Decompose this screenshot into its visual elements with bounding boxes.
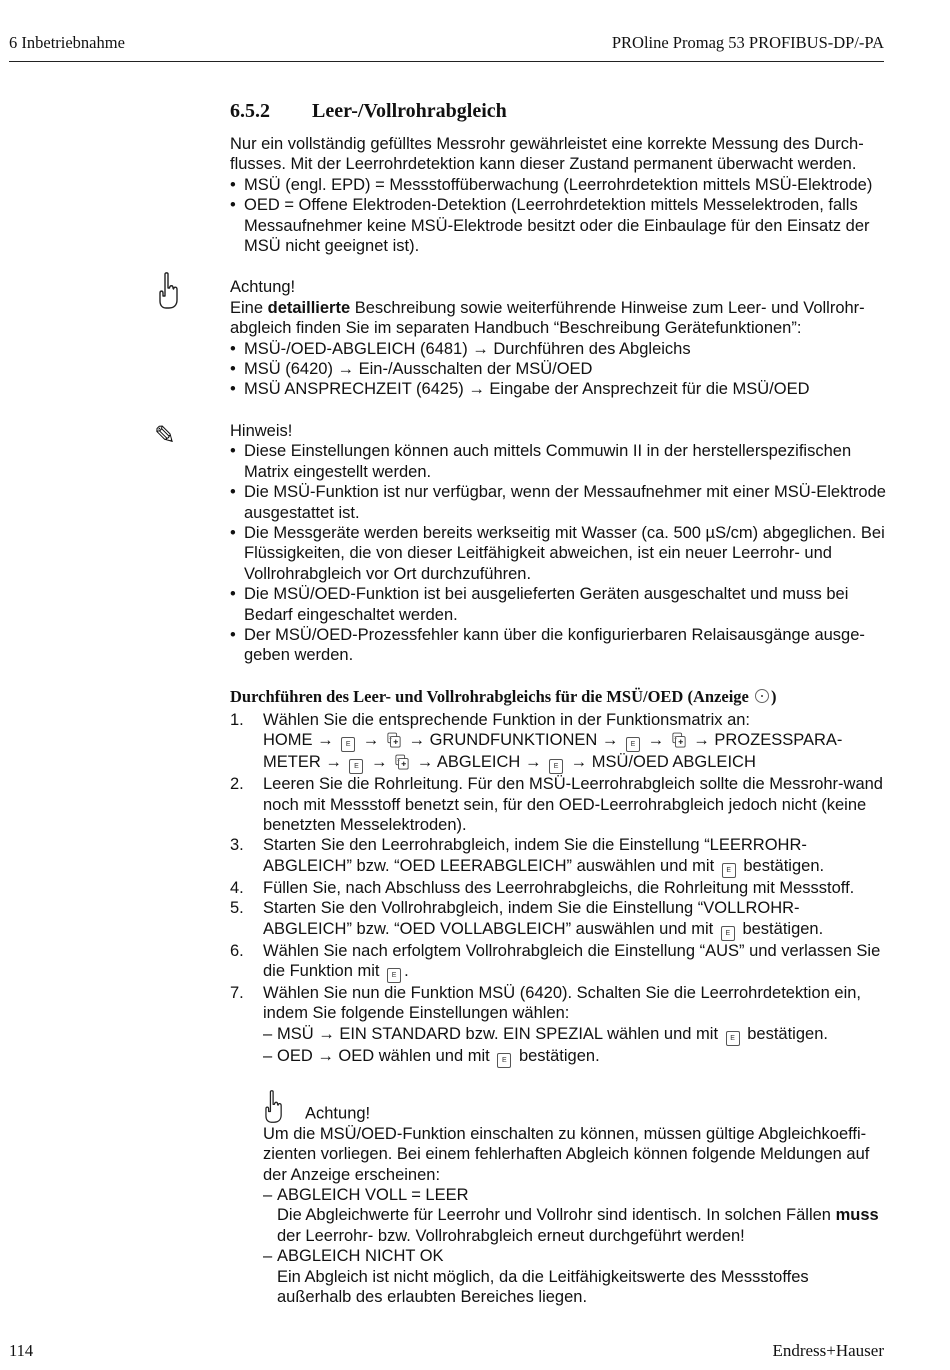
note-bullet-1: • Diese Einstellungen können auch mittels Commuwin II in der herstellerspezifischen Matrix eingestellt werden. — [230, 441, 886, 482]
enter-key-icon: E — [387, 968, 401, 983]
caution-bullet-2: • MSÜ (6420) → Ein-/Ausschalten der MSÜ/OED — [230, 359, 886, 379]
step-6: 6. Wählen Sie nach erfolgtem Vollrohrabgleich die Einstellung “AUS” und verlassen Sie die Funktion mit E . — [230, 941, 886, 983]
plus-key-icon — [395, 754, 409, 770]
brand-name: Endress+Hauser — [772, 1341, 884, 1360]
menu-path: HOME → E → → GRUNDFUNKTIONEN → E → → PROZESSPARA- METER → E → → ABGLEICH → E → MSÜ/OED ABGLEICH — [263, 730, 886, 774]
step-3: 3. Starten Sie den Leerrohrabgleich, indem Sie die Einstellung “LEERROHR-ABGLEICH” bzw. “OED LEERABGLEICH” auswählen und mit E bestätigen. — [230, 835, 886, 877]
caution-text: Eine detaillierte Beschreibung sowie weiterführende Hinweise zum Leer- und Vollrohr-abgleich finden Sie im separaten Handbuch “Beschreibung Gerätefunktionen”: — [230, 298, 865, 338]
pencil-icon: ✎ — [154, 420, 176, 450]
pointing-hand-icon — [157, 272, 181, 310]
note-bullet-3: • Die Messgeräte werden bereits werkseitig mit Wasser (ca. 500 µS/cm) abgeglichen. Bei Flüssigkeiten, die von dieser Leitfähigkeit abweichen, ist ein neuer Leerrohr- und Vollrohrabgleich vor Ort durchzuführen. — [230, 523, 886, 584]
intro-bullet-2: • OED = Offene Elektroden-Detektion (Leerrohrdetektion mittels Messelektroden, falls Messaufnehmer keine MSÜ-Elektrode besitzt oder die Einbaulage für den Einsatz der MSÜ nicht geeignet ist). — [230, 195, 886, 256]
message-2-title: – ABGLEICH NICHT OK — [263, 1246, 886, 1266]
plus-key-icon — [672, 732, 686, 748]
note-bullet-5: • Der MSÜ/OED-Prozessfehler kann über die konfigurierbaren Relaisausgänge ausge-geben werden. — [230, 625, 886, 666]
step-7: 7. Wählen Sie nun die Funktion MSÜ (6420). Schalten Sie die Leerrohrdetektion ein, indem Sie folgende Einstellungen wählen: – MSÜ → EIN STANDARD bzw. EIN SPEZIAL wählen und mit E bestätigen. – OED → OED wählen und mit E bestätigen. — [230, 983, 886, 1068]
product-title: PROline Promag 53 PROFIBUS-DP/-PA — [611, 33, 884, 52]
step-5: 5. Starten Sie den Vollrohrabgleich, indem Sie die Einstellung “VOLLROHR-ABGLEICH” bzw. “OED VOLLABGLEICH” auswählen und mit E bestätigen. — [230, 898, 886, 940]
step-7-sub-2: – OED → OED wählen und mit E bestätigen. — [263, 1046, 886, 1068]
enter-key-icon: E — [549, 759, 563, 774]
caution-2-text: Um die MSÜ/OED-Funktion einschalten zu können, müssen gültige Abgleichkoeffi-zienten vorliegen. Bei einem fehlerhaften Abgleich können folgende Meldungen auf der Anzeige erscheinen: — [263, 1124, 870, 1184]
note-bullet-4: • Die MSÜ/OED-Funktion ist bei ausgelieferten Geräten ausgeschaltet und muss bei Bedarf eingeschaltet werden. — [230, 584, 886, 625]
section-title: Leer-/Vollrohrabgleich — [312, 100, 507, 122]
plus-key-icon — [387, 732, 401, 748]
step-1: 1. Wählen Sie die entsprechende Funktion in der Funktionsmatrix an: HOME → E → → GRUNDFUNKTIONEN → E → → PROZESSPARA- METER → E → → ABGLEICH → E → MSÜ/OED ABGLEICH — [230, 710, 886, 774]
display-icon — [755, 689, 769, 703]
enter-key-icon: E — [349, 759, 363, 774]
enter-key-icon: E — [497, 1053, 511, 1068]
message-1-text: Die Abgleichwerte für Leerrohr und Vollrohr sind identisch. In solchen Fällen muss der Leerrohr- bzw. Vollrohrabgleich erneut durchgeführt werden! — [277, 1206, 879, 1245]
enter-key-icon: E — [626, 737, 640, 752]
message-2-text: Ein Abgleich ist nicht möglich, da die Leitfähigkeitswerte des Messstoffes außerhalb des erlaubten Bereiches liegen. — [277, 1267, 809, 1307]
section-heading — [230, 99, 886, 123]
caution-box-2 — [230, 1090, 886, 1308]
page-number: 114 — [9, 1341, 34, 1360]
section-number: 6.5.2 — [230, 100, 270, 122]
procedure-heading: Durchführen des Leer- und Vollrohrabgleichs für die MSÜ/OED (Anzeige ) — [230, 686, 777, 706]
caution-title: Achtung! — [230, 278, 296, 297]
main-content — [230, 99, 886, 1307]
note-title: Hinweis! — [230, 421, 293, 440]
enter-key-icon: E — [722, 863, 736, 878]
step-2: 2. Leeren Sie die Rohrleitung. Für den MSÜ-Leerrohrabgleich sollte die Messrohr-wand noch mit Messstoff benetzt sein, für den OED-Leerrohrabgleich jedoch nicht (keine benetzten Messelektroden). — [230, 775, 883, 834]
pointing-hand-icon — [263, 1090, 285, 1124]
note-bullet-2: • Die MSÜ-Funktion ist nur verfügbar, wenn der Messaufnehmer mit einer MSÜ-Elektrode ausgestattet ist. — [230, 482, 886, 523]
page-header — [9, 31, 884, 62]
enter-key-icon: E — [341, 737, 355, 752]
enter-key-icon: E — [726, 1031, 740, 1046]
intro-text: Nur ein vollständig gefülltes Messrohr gewährleistet eine korrekte Messung des Durch-flusses. Mit der Leerrohrdetektion kann dieser Zustand permanent überwacht werden. — [230, 135, 864, 174]
step-7-sub-1: – MSÜ → EIN STANDARD bzw. EIN SPEZIAL wählen und mit E bestätigen. — [263, 1024, 886, 1046]
step-4: 4. Füllen Sie, nach Abschluss des Leerrohrabgleichs, die Rohrleitung mit Messstoff. — [230, 878, 855, 897]
enter-key-icon: E — [721, 926, 735, 941]
chapter-title: 6 Inbetriebnahme — [9, 33, 125, 52]
message-1-title: – ABGLEICH VOLL = LEER — [263, 1185, 886, 1205]
intro-bullet-1: • MSÜ (engl. EPD) = Messstoffüberwachung (Leerrohrdetektion mittels MSÜ-Elektrode) — [230, 175, 886, 195]
caution-2-title: Achtung! — [305, 1104, 371, 1123]
caution-bullet-1: • MSÜ-/OED-ABGLEICH (6481) → Durchführen des Abgleichs — [230, 339, 886, 359]
caution-bullet-3: • MSÜ ANSPRECHZEIT (6425) → Eingabe der Ansprechzeit für die MSÜ/OED — [230, 379, 886, 399]
